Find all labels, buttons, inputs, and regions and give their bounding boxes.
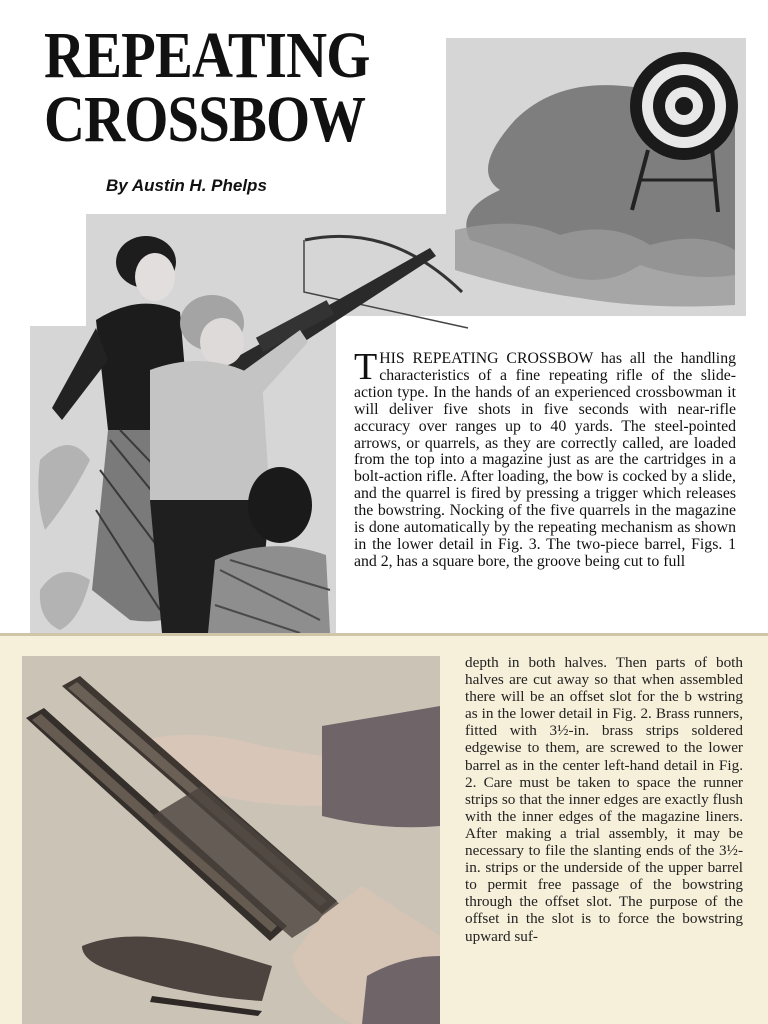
intro-text: HIS REPEATING CROSSBOW has all the handling characteristics of a fine repeating rifle of the slide-action type. In the hands of an experienced crossbowman it will deliver five shots in five seconds with near-rifle accuracy over ranges up to 40 yards. The steel-pointed arrows, or quarrels, as they are correctly called, are loaded from the top into a magazine just as are the cartridges in a bolt-action rifle. After loading, the bow is cocked by a slide, and the quarrel is fired by pressing a trigger which releases the bowstring. Nocking of the five quarrels in the magazine is done automatically by the repeating mechanism as shown in the lower detail in Fig. 3. The two-piece barrel, Figs. 1 and 2, has a square bore, the groove being cut to full xyxy=(354,350,736,570)
article-page-bottom xyxy=(0,636,768,1024)
sleeve xyxy=(322,706,440,827)
byline: By Austin H. Phelps xyxy=(106,176,267,195)
drop-cap: T xyxy=(354,346,378,388)
article-title: REPEATING CROSSBOW xyxy=(44,19,370,156)
barrel-assembly-photo xyxy=(22,656,440,1024)
intro-paragraph xyxy=(354,346,736,571)
continued-paragraph: depth in both halves. Then parts of both halves are cut away so that when assembled there will be an offset slot for the b wstring as in the lower detail in Fig. 2. Brass runners, fitted with 3½-in. brass strips soldered edgewise to them, are screwed to the lower barrel as in the center left-hand detail in Fig. 2. Care must be taken to space the runner strips so that the inner edges are exactly flush with the inner edges of the magazine liners. After making a trial assembly, it may be necessary to file the slanting ends of the 3½-in. strips or the underside of the upper barrel to permit free passage of the bowstring through the offset slot. The purpose of the offset in the slot is to force the bowstring upward suf- xyxy=(465,654,743,945)
